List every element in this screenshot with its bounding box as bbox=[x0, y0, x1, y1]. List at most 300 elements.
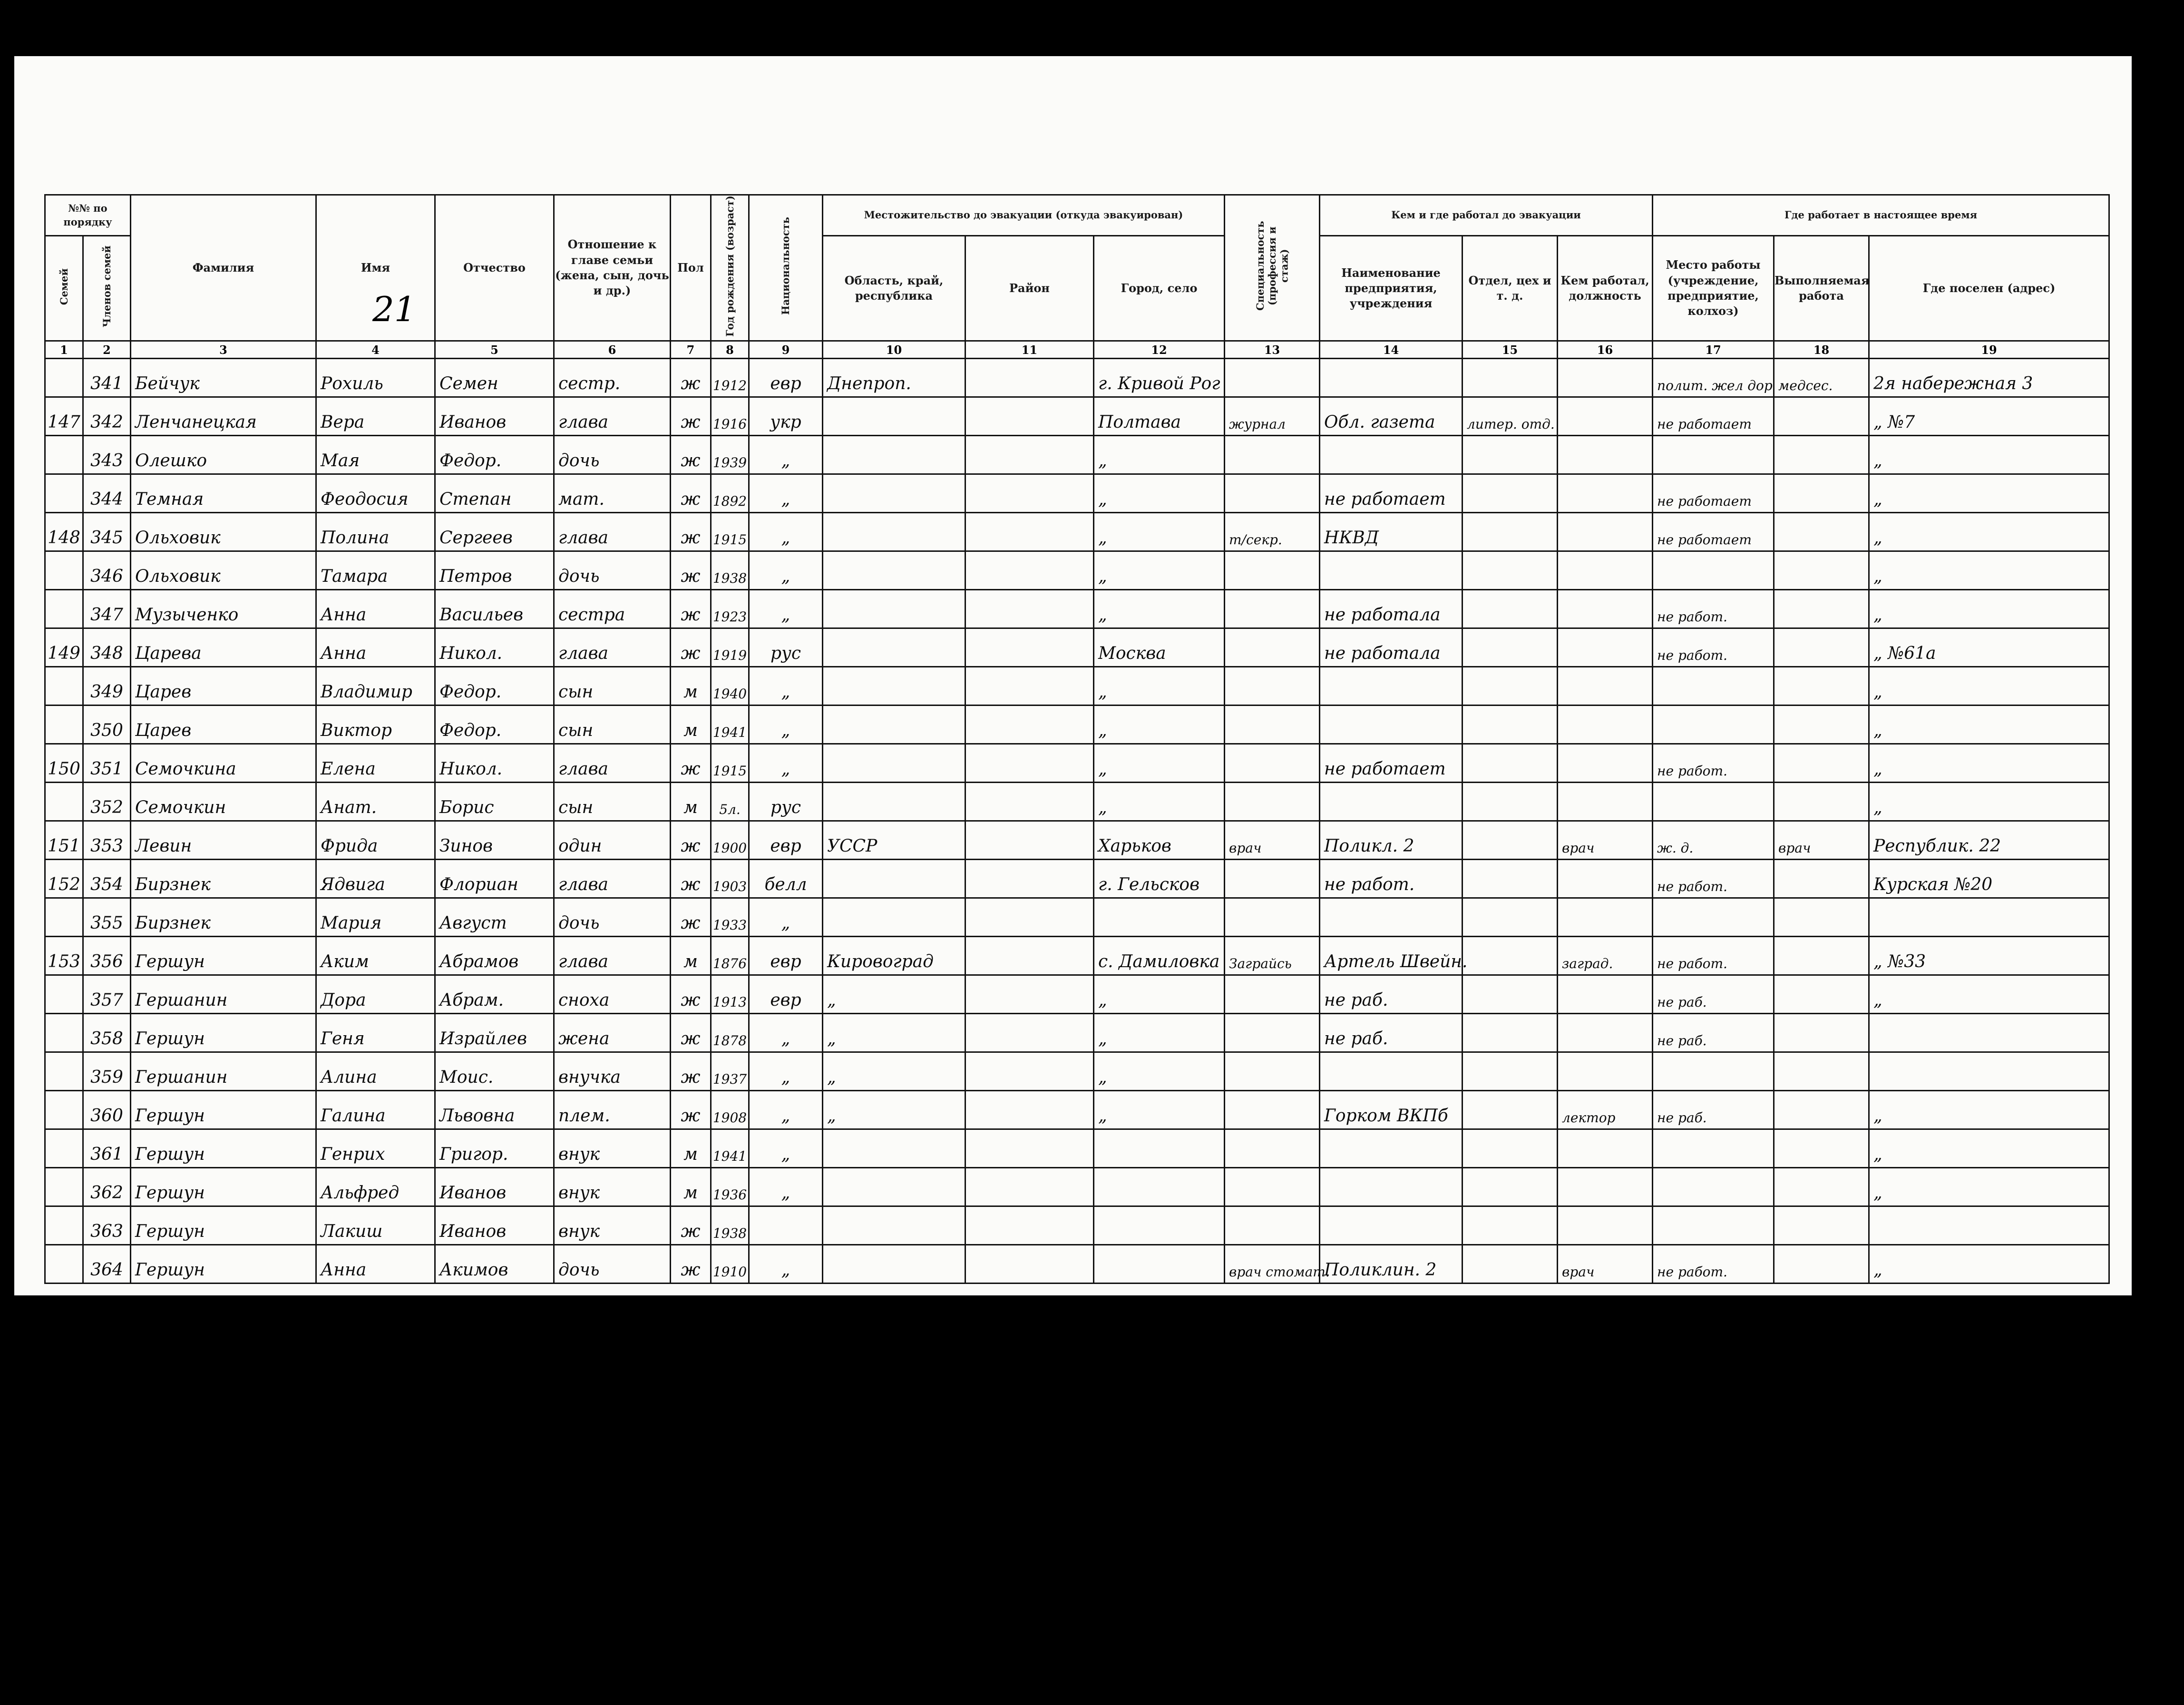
birth-year-cell: 1939 bbox=[711, 436, 749, 474]
settled-address-cell: „ bbox=[1869, 474, 2109, 513]
patronymic-cell: Борис bbox=[435, 783, 554, 821]
settled-address-cell: „ bbox=[1869, 1129, 2109, 1168]
position-cell bbox=[1558, 706, 1653, 744]
district-cell bbox=[965, 898, 1094, 937]
workplace-cell bbox=[1653, 667, 1774, 706]
city-cell: „ bbox=[1094, 513, 1225, 551]
job-cell bbox=[1774, 744, 1869, 783]
patronymic-cell: Израйлев bbox=[435, 1014, 554, 1052]
settled-address-cell: „ bbox=[1869, 513, 2109, 551]
city-cell: „ bbox=[1094, 1052, 1225, 1091]
member-number: 353 bbox=[83, 821, 131, 860]
district-cell bbox=[965, 667, 1094, 706]
job-cell bbox=[1774, 628, 1869, 667]
position-cell bbox=[1558, 359, 1653, 397]
member-number: 358 bbox=[83, 1014, 131, 1052]
patronymic-cell: Никол. bbox=[435, 744, 554, 783]
department-cell: литер. отд. bbox=[1462, 397, 1558, 436]
birth-year-cell: 1923 bbox=[711, 590, 749, 628]
surname-cell: Ольховик bbox=[131, 551, 316, 590]
header-specialty: Специальность (профессия и стаж) bbox=[1254, 221, 1290, 311]
col-number: 3 bbox=[131, 341, 316, 359]
specialty-cell bbox=[1225, 1014, 1320, 1052]
member-number: 352 bbox=[83, 783, 131, 821]
sex-cell: м bbox=[671, 1168, 711, 1206]
surname-cell: Ольховик bbox=[131, 513, 316, 551]
patronymic-cell: Иванов bbox=[435, 1168, 554, 1206]
sex-cell: м bbox=[671, 783, 711, 821]
workplace-cell: не работает bbox=[1653, 513, 1774, 551]
nationality-cell: „ bbox=[749, 667, 823, 706]
header-sex: Пол bbox=[671, 195, 711, 341]
enterprise-cell bbox=[1320, 436, 1462, 474]
city-cell: „ bbox=[1094, 783, 1225, 821]
table-row bbox=[45, 551, 2109, 590]
family-number bbox=[45, 551, 83, 590]
surname-cell: Гершун bbox=[131, 1014, 316, 1052]
department-cell bbox=[1462, 706, 1558, 744]
name-cell: Дора bbox=[316, 975, 435, 1014]
col-number: 12 bbox=[1094, 341, 1225, 359]
relation-cell: дочь bbox=[554, 898, 671, 937]
region-cell bbox=[823, 1245, 965, 1284]
family-number: 148 bbox=[45, 513, 83, 551]
member-number: 362 bbox=[83, 1168, 131, 1206]
region-cell bbox=[823, 860, 965, 898]
city-cell bbox=[1094, 1206, 1225, 1245]
settled-address-cell: „ bbox=[1869, 1245, 2109, 1284]
workplace-cell bbox=[1653, 898, 1774, 937]
sheet-number-stamp: 21 bbox=[372, 289, 416, 329]
name-cell: Владимир bbox=[316, 667, 435, 706]
family-number: 152 bbox=[45, 860, 83, 898]
workplace-cell bbox=[1653, 1052, 1774, 1091]
specialty-cell bbox=[1225, 436, 1320, 474]
col-number: 8 bbox=[711, 341, 749, 359]
table-row bbox=[45, 783, 2109, 821]
surname-cell: Музыченко bbox=[131, 590, 316, 628]
position-cell bbox=[1558, 1129, 1653, 1168]
patronymic-cell: Григор. bbox=[435, 1129, 554, 1168]
member-number: 342 bbox=[83, 397, 131, 436]
table-row bbox=[45, 436, 2109, 474]
relation-cell: глава bbox=[554, 513, 671, 551]
job-cell bbox=[1774, 667, 1869, 706]
birth-year-cell: 1910 bbox=[711, 1245, 749, 1284]
department-cell bbox=[1462, 821, 1558, 860]
position-cell: врач bbox=[1558, 1245, 1653, 1284]
position-cell: врач bbox=[1558, 821, 1653, 860]
settled-address-cell: „ №61а bbox=[1869, 628, 2109, 667]
region-cell: „ bbox=[823, 975, 965, 1014]
family-number bbox=[45, 783, 83, 821]
table-row bbox=[45, 860, 2109, 898]
register-table bbox=[44, 194, 2110, 1284]
department-cell bbox=[1462, 1129, 1558, 1168]
city-cell: Москва bbox=[1094, 628, 1225, 667]
workplace-cell: не работает bbox=[1653, 397, 1774, 436]
workplace-cell bbox=[1653, 783, 1774, 821]
specialty-cell bbox=[1225, 474, 1320, 513]
settled-address-cell bbox=[1869, 1052, 2109, 1091]
position-cell bbox=[1558, 1014, 1653, 1052]
specialty-cell: журнал bbox=[1225, 397, 1320, 436]
relation-cell: сноха bbox=[554, 975, 671, 1014]
relation-cell: внучка bbox=[554, 1052, 671, 1091]
region-cell bbox=[823, 436, 965, 474]
table-row bbox=[45, 1091, 2109, 1129]
birth-year-cell: 1915 bbox=[711, 513, 749, 551]
job-cell bbox=[1774, 1206, 1869, 1245]
nationality-cell: укр bbox=[749, 397, 823, 436]
patronymic-cell: Степан bbox=[435, 474, 554, 513]
specialty-cell bbox=[1225, 551, 1320, 590]
header-members: Членов семей bbox=[100, 245, 113, 328]
nationality-cell: „ bbox=[749, 1014, 823, 1052]
workplace-cell bbox=[1653, 1168, 1774, 1206]
col-number: 16 bbox=[1558, 341, 1653, 359]
district-cell bbox=[965, 1129, 1094, 1168]
patronymic-cell: Львовна bbox=[435, 1091, 554, 1129]
col-number: 19 bbox=[1869, 341, 2109, 359]
surname-cell: Гершанин bbox=[131, 975, 316, 1014]
family-number: 153 bbox=[45, 937, 83, 975]
position-cell bbox=[1558, 860, 1653, 898]
department-cell bbox=[1462, 860, 1558, 898]
workplace-cell: ж. д. bbox=[1653, 821, 1774, 860]
job-cell bbox=[1774, 551, 1869, 590]
patronymic-cell: Никол. bbox=[435, 628, 554, 667]
nationality-cell: „ bbox=[749, 474, 823, 513]
city-cell: „ bbox=[1094, 1091, 1225, 1129]
district-cell bbox=[965, 744, 1094, 783]
patronymic-cell: Федор. bbox=[435, 667, 554, 706]
specialty-cell bbox=[1225, 359, 1320, 397]
relation-cell: глава bbox=[554, 937, 671, 975]
family-number bbox=[45, 436, 83, 474]
family-number bbox=[45, 1014, 83, 1052]
table-row bbox=[45, 590, 2109, 628]
job-cell bbox=[1774, 397, 1869, 436]
name-cell: Геня bbox=[316, 1014, 435, 1052]
position-cell bbox=[1558, 590, 1653, 628]
nationality-cell bbox=[749, 1206, 823, 1245]
col-number: 11 bbox=[965, 341, 1094, 359]
family-number: 149 bbox=[45, 628, 83, 667]
patronymic-cell: Семен bbox=[435, 359, 554, 397]
family-number bbox=[45, 1129, 83, 1168]
sex-cell: ж bbox=[671, 1245, 711, 1284]
table-row bbox=[45, 1206, 2109, 1245]
enterprise-cell bbox=[1320, 706, 1462, 744]
specialty-cell bbox=[1225, 783, 1320, 821]
city-cell: „ bbox=[1094, 436, 1225, 474]
district-cell bbox=[965, 860, 1094, 898]
department-cell bbox=[1462, 783, 1558, 821]
family-number bbox=[45, 1168, 83, 1206]
table-row bbox=[45, 1129, 2109, 1168]
job-cell bbox=[1774, 706, 1869, 744]
birth-year-cell: 1933 bbox=[711, 898, 749, 937]
birth-year-cell: 1936 bbox=[711, 1168, 749, 1206]
district-cell bbox=[965, 706, 1094, 744]
surname-cell: Царева bbox=[131, 628, 316, 667]
position-cell bbox=[1558, 628, 1653, 667]
workplace-cell: не работ. bbox=[1653, 1245, 1774, 1284]
member-number: 355 bbox=[83, 898, 131, 937]
region-cell bbox=[823, 1168, 965, 1206]
job-cell bbox=[1774, 513, 1869, 551]
name-cell: Генрих bbox=[316, 1129, 435, 1168]
settled-address-cell: „ bbox=[1869, 706, 2109, 744]
relation-cell: глава bbox=[554, 744, 671, 783]
col-number: 10 bbox=[823, 341, 965, 359]
region-cell bbox=[823, 744, 965, 783]
enterprise-cell: Артель Швейн. bbox=[1320, 937, 1462, 975]
city-cell: „ bbox=[1094, 706, 1225, 744]
member-number: 356 bbox=[83, 937, 131, 975]
city-cell: „ bbox=[1094, 590, 1225, 628]
header-relation: Отношение к главе семьи (жена, сын, дочь и др.) bbox=[554, 195, 671, 341]
region-cell: „ bbox=[823, 1052, 965, 1091]
surname-cell: Темная bbox=[131, 474, 316, 513]
workplace-cell: не раб. bbox=[1653, 1091, 1774, 1129]
nationality-cell: рус bbox=[749, 783, 823, 821]
department-cell bbox=[1462, 474, 1558, 513]
sex-cell: ж bbox=[671, 551, 711, 590]
workplace-cell: не раб. bbox=[1653, 975, 1774, 1014]
table-row bbox=[45, 898, 2109, 937]
sex-cell: ж bbox=[671, 628, 711, 667]
member-number: 346 bbox=[83, 551, 131, 590]
position-cell bbox=[1558, 551, 1653, 590]
relation-cell: дочь bbox=[554, 551, 671, 590]
name-cell: Анат. bbox=[316, 783, 435, 821]
city-cell: г. Гельсков bbox=[1094, 860, 1225, 898]
table-row bbox=[45, 474, 2109, 513]
settled-address-cell: Курская №20 bbox=[1869, 860, 2109, 898]
relation-cell: внук bbox=[554, 1206, 671, 1245]
header-city: Город, село bbox=[1094, 236, 1225, 341]
table-row bbox=[45, 1245, 2109, 1284]
col-number: 14 bbox=[1320, 341, 1462, 359]
region-cell bbox=[823, 1206, 965, 1245]
region-cell bbox=[823, 783, 965, 821]
surname-cell: Царев bbox=[131, 706, 316, 744]
district-cell bbox=[965, 1206, 1094, 1245]
surname-cell: Гершун bbox=[131, 937, 316, 975]
nationality-cell: „ bbox=[749, 1091, 823, 1129]
nationality-cell: „ bbox=[749, 706, 823, 744]
settled-address-cell: „ bbox=[1869, 744, 2109, 783]
settled-address-cell: 2я набережная 3 bbox=[1869, 359, 2109, 397]
col-number: 18 bbox=[1774, 341, 1869, 359]
position-cell bbox=[1558, 667, 1653, 706]
department-cell bbox=[1462, 1245, 1558, 1284]
position-cell bbox=[1558, 1168, 1653, 1206]
enterprise-cell: Поликл. 2 bbox=[1320, 821, 1462, 860]
department-cell bbox=[1462, 590, 1558, 628]
enterprise-cell: не работает bbox=[1320, 474, 1462, 513]
col-number: 17 bbox=[1653, 341, 1774, 359]
member-number: 361 bbox=[83, 1129, 131, 1168]
family-number: 151 bbox=[45, 821, 83, 860]
name-cell: Альфред bbox=[316, 1168, 435, 1206]
relation-cell: внук bbox=[554, 1129, 671, 1168]
nationality-cell: евр bbox=[749, 975, 823, 1014]
birth-year-cell: 1941 bbox=[711, 1129, 749, 1168]
name-cell: Алина bbox=[316, 1052, 435, 1091]
nationality-cell: „ bbox=[749, 513, 823, 551]
family-number: 147 bbox=[45, 397, 83, 436]
table-row bbox=[45, 628, 2109, 667]
header-group-residence: Местожительство до эвакуации (откуда эвакуирован) bbox=[823, 195, 1225, 236]
department-cell bbox=[1462, 436, 1558, 474]
specialty-cell bbox=[1225, 667, 1320, 706]
relation-cell: глава bbox=[554, 397, 671, 436]
region-cell bbox=[823, 513, 965, 551]
job-cell bbox=[1774, 783, 1869, 821]
nationality-cell: „ bbox=[749, 1052, 823, 1091]
city-cell: „ bbox=[1094, 744, 1225, 783]
header-patronymic: Отчество bbox=[435, 195, 554, 341]
workplace-cell: не работ. bbox=[1653, 860, 1774, 898]
sex-cell: ж bbox=[671, 1052, 711, 1091]
table-row bbox=[45, 1168, 2109, 1206]
table-row bbox=[45, 744, 2109, 783]
city-cell: г. Кривой Рог bbox=[1094, 359, 1225, 397]
enterprise-cell: не раб. bbox=[1320, 975, 1462, 1014]
patronymic-cell: Сергеев bbox=[435, 513, 554, 551]
header-job: Выполняемая работа bbox=[1774, 236, 1869, 341]
sex-cell: ж bbox=[671, 744, 711, 783]
member-number: 343 bbox=[83, 436, 131, 474]
header-group-works-now: Где работает в настоящее время bbox=[1653, 195, 2109, 236]
member-number: 345 bbox=[83, 513, 131, 551]
job-cell: врач bbox=[1774, 821, 1869, 860]
patronymic-cell: Моис. bbox=[435, 1052, 554, 1091]
district-cell bbox=[965, 474, 1094, 513]
job-cell bbox=[1774, 1014, 1869, 1052]
birth-year-cell: 1913 bbox=[711, 975, 749, 1014]
district-cell bbox=[965, 1014, 1094, 1052]
nationality-cell: „ bbox=[749, 1245, 823, 1284]
enterprise-cell bbox=[1320, 551, 1462, 590]
sex-cell: м bbox=[671, 937, 711, 975]
birth-year-cell: 1878 bbox=[711, 1014, 749, 1052]
sex-cell: ж bbox=[671, 1206, 711, 1245]
relation-cell: сестра bbox=[554, 590, 671, 628]
birth-year-cell: 1892 bbox=[711, 474, 749, 513]
name-cell: Виктор bbox=[316, 706, 435, 744]
header-department: Отдел, цех и т. д. bbox=[1462, 236, 1558, 341]
header-position: Кем работал, должность bbox=[1558, 236, 1653, 341]
district-cell bbox=[965, 359, 1094, 397]
specialty-cell bbox=[1225, 1052, 1320, 1091]
birth-year-cell: 5л. bbox=[711, 783, 749, 821]
surname-cell: Гершун bbox=[131, 1168, 316, 1206]
relation-cell: дочь bbox=[554, 436, 671, 474]
job-cell bbox=[1774, 937, 1869, 975]
department-cell bbox=[1462, 1014, 1558, 1052]
settled-address-cell: „ bbox=[1869, 1168, 2109, 1206]
sex-cell: ж bbox=[671, 975, 711, 1014]
col-number: 5 bbox=[435, 341, 554, 359]
relation-cell: дочь bbox=[554, 1245, 671, 1284]
name-cell: Аким bbox=[316, 937, 435, 975]
workplace-cell: полит. жел дор bbox=[1653, 359, 1774, 397]
sex-cell: ж bbox=[671, 474, 711, 513]
name-cell: Анна bbox=[316, 590, 435, 628]
region-cell bbox=[823, 667, 965, 706]
region-cell bbox=[823, 474, 965, 513]
relation-cell: один bbox=[554, 821, 671, 860]
nationality-cell: „ bbox=[749, 898, 823, 937]
sex-cell: ж bbox=[671, 1014, 711, 1052]
region-cell bbox=[823, 397, 965, 436]
district-cell bbox=[965, 937, 1094, 975]
settled-address-cell: „ bbox=[1869, 667, 2109, 706]
workplace-cell bbox=[1653, 551, 1774, 590]
district-cell bbox=[965, 397, 1094, 436]
enterprise-cell: не работает bbox=[1320, 744, 1462, 783]
birth-year-cell: 1940 bbox=[711, 667, 749, 706]
enterprise-cell bbox=[1320, 1206, 1462, 1245]
header-name: Имя bbox=[316, 195, 435, 341]
sex-cell: ж bbox=[671, 1091, 711, 1129]
region-cell bbox=[823, 706, 965, 744]
city-cell bbox=[1094, 898, 1225, 937]
department-cell bbox=[1462, 1206, 1558, 1245]
name-cell: Тамара bbox=[316, 551, 435, 590]
relation-cell: плем. bbox=[554, 1091, 671, 1129]
region-cell bbox=[823, 590, 965, 628]
header-group-worked-before: Кем и где работал до эвакуации bbox=[1320, 195, 1653, 236]
sex-cell: м bbox=[671, 667, 711, 706]
position-cell: лектор bbox=[1558, 1091, 1653, 1129]
position-cell bbox=[1558, 898, 1653, 937]
job-cell bbox=[1774, 1245, 1869, 1284]
birth-year-cell: 1941 bbox=[711, 706, 749, 744]
family-number bbox=[45, 706, 83, 744]
sex-cell: ж bbox=[671, 436, 711, 474]
relation-cell: сестр. bbox=[554, 359, 671, 397]
birth-year-cell: 1876 bbox=[711, 937, 749, 975]
specialty-cell bbox=[1225, 628, 1320, 667]
surname-cell: Семочкин bbox=[131, 783, 316, 821]
member-number: 350 bbox=[83, 706, 131, 744]
enterprise-cell: не раб. bbox=[1320, 1014, 1462, 1052]
surname-cell: Олешко bbox=[131, 436, 316, 474]
sex-cell: ж bbox=[671, 860, 711, 898]
region-cell bbox=[823, 628, 965, 667]
patronymic-cell: Федор. bbox=[435, 436, 554, 474]
settled-address-cell: „ bbox=[1869, 590, 2109, 628]
specialty-cell bbox=[1225, 744, 1320, 783]
col-number: 13 bbox=[1225, 341, 1320, 359]
table-row bbox=[45, 821, 2109, 860]
city-cell: с. Дамиловка bbox=[1094, 937, 1225, 975]
member-number: 354 bbox=[83, 860, 131, 898]
settled-address-cell bbox=[1869, 1014, 2109, 1052]
enterprise-cell bbox=[1320, 1052, 1462, 1091]
header-families: Семей bbox=[58, 268, 70, 305]
job-cell bbox=[1774, 975, 1869, 1014]
department-cell bbox=[1462, 667, 1558, 706]
table-row bbox=[45, 397, 2109, 436]
birth-year-cell: 1912 bbox=[711, 359, 749, 397]
family-number: 150 bbox=[45, 744, 83, 783]
